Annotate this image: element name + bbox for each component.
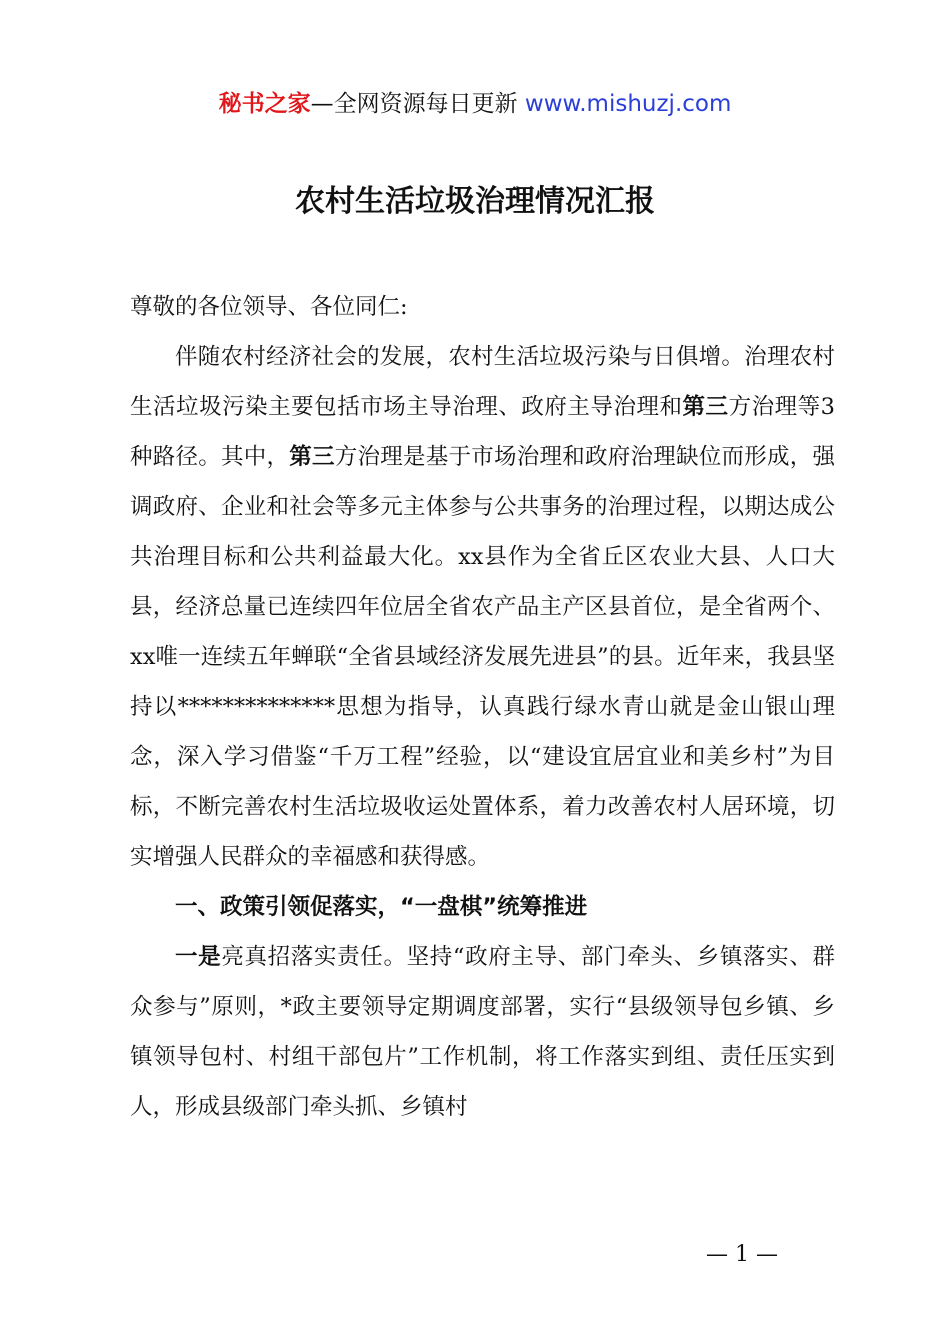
site-header <box>0 86 950 122</box>
paragraph-text: 方治理是基于市场治理和政府治理缺位而形成，强调政府、企业和社会等多元主体参与公共事务的治理过程，以期达成公共治理目标和公共利益最大化。xx县作为全省丘区农业大县、人口大县，经济总量已连续四年位居全省农产品主产区县首位，是全省两个、xx唯一连续五年蝉联“全省县域经济发展先进县”的县。近年来，我县坚持以**************思想为指导，认真践行绿水青山就是金山银山理念，深入学习借鉴“千万工程”经验，以“建设宜居宜业和美乡村”为目标，不断完善农村生活垃圾收运处置体系，着力改善农村人居环境，切实增强人民群众的幸福感和获得感。 <box>130 444 835 870</box>
salutation: 尊敬的各位领导、各位同仁: <box>130 294 408 320</box>
bold-text: 第三 <box>682 394 729 420</box>
paragraph-text: 伴随农村经济社会的发展，农村生活垃圾污染与日俱增。治理农村生活垃圾污染主要包括市场主导治理、政府主导治理和 <box>130 344 835 420</box>
document-body <box>130 282 835 1132</box>
paragraph-text: 方治理等3种路径。其中， <box>130 394 835 470</box>
site-url[interactable]: www.mishuzj.com <box>524 91 732 117</box>
section-heading-1: 一、政策引领促落实，“一盘棋”统筹推进 <box>175 894 588 920</box>
paragraph-text: 亮真招落实责任。坚持“政府主导、部门牵头、乡镇落实、群众参与”原则，*政主要领导定期调度部署，实行“县级领导包乡镇、乡镇领导包村、村组干部包片”工作机制，将工作落实到组、责任压实到人，形成县级部门牵头抓、乡镇村 <box>130 944 835 1120</box>
paragraph-section1-item1 <box>130 932 835 1132</box>
paragraph-intro <box>130 332 835 882</box>
site-tagline: —全网资源每日更新 <box>310 91 525 117</box>
bold-text: 第三 <box>289 444 335 470</box>
document-title: 农村生活垃圾治理情况汇报 <box>295 184 655 219</box>
site-brand: 秘书之家 <box>218 91 311 117</box>
item-lead: 一是 <box>175 944 222 970</box>
page-number: — 1 — <box>706 1242 778 1267</box>
